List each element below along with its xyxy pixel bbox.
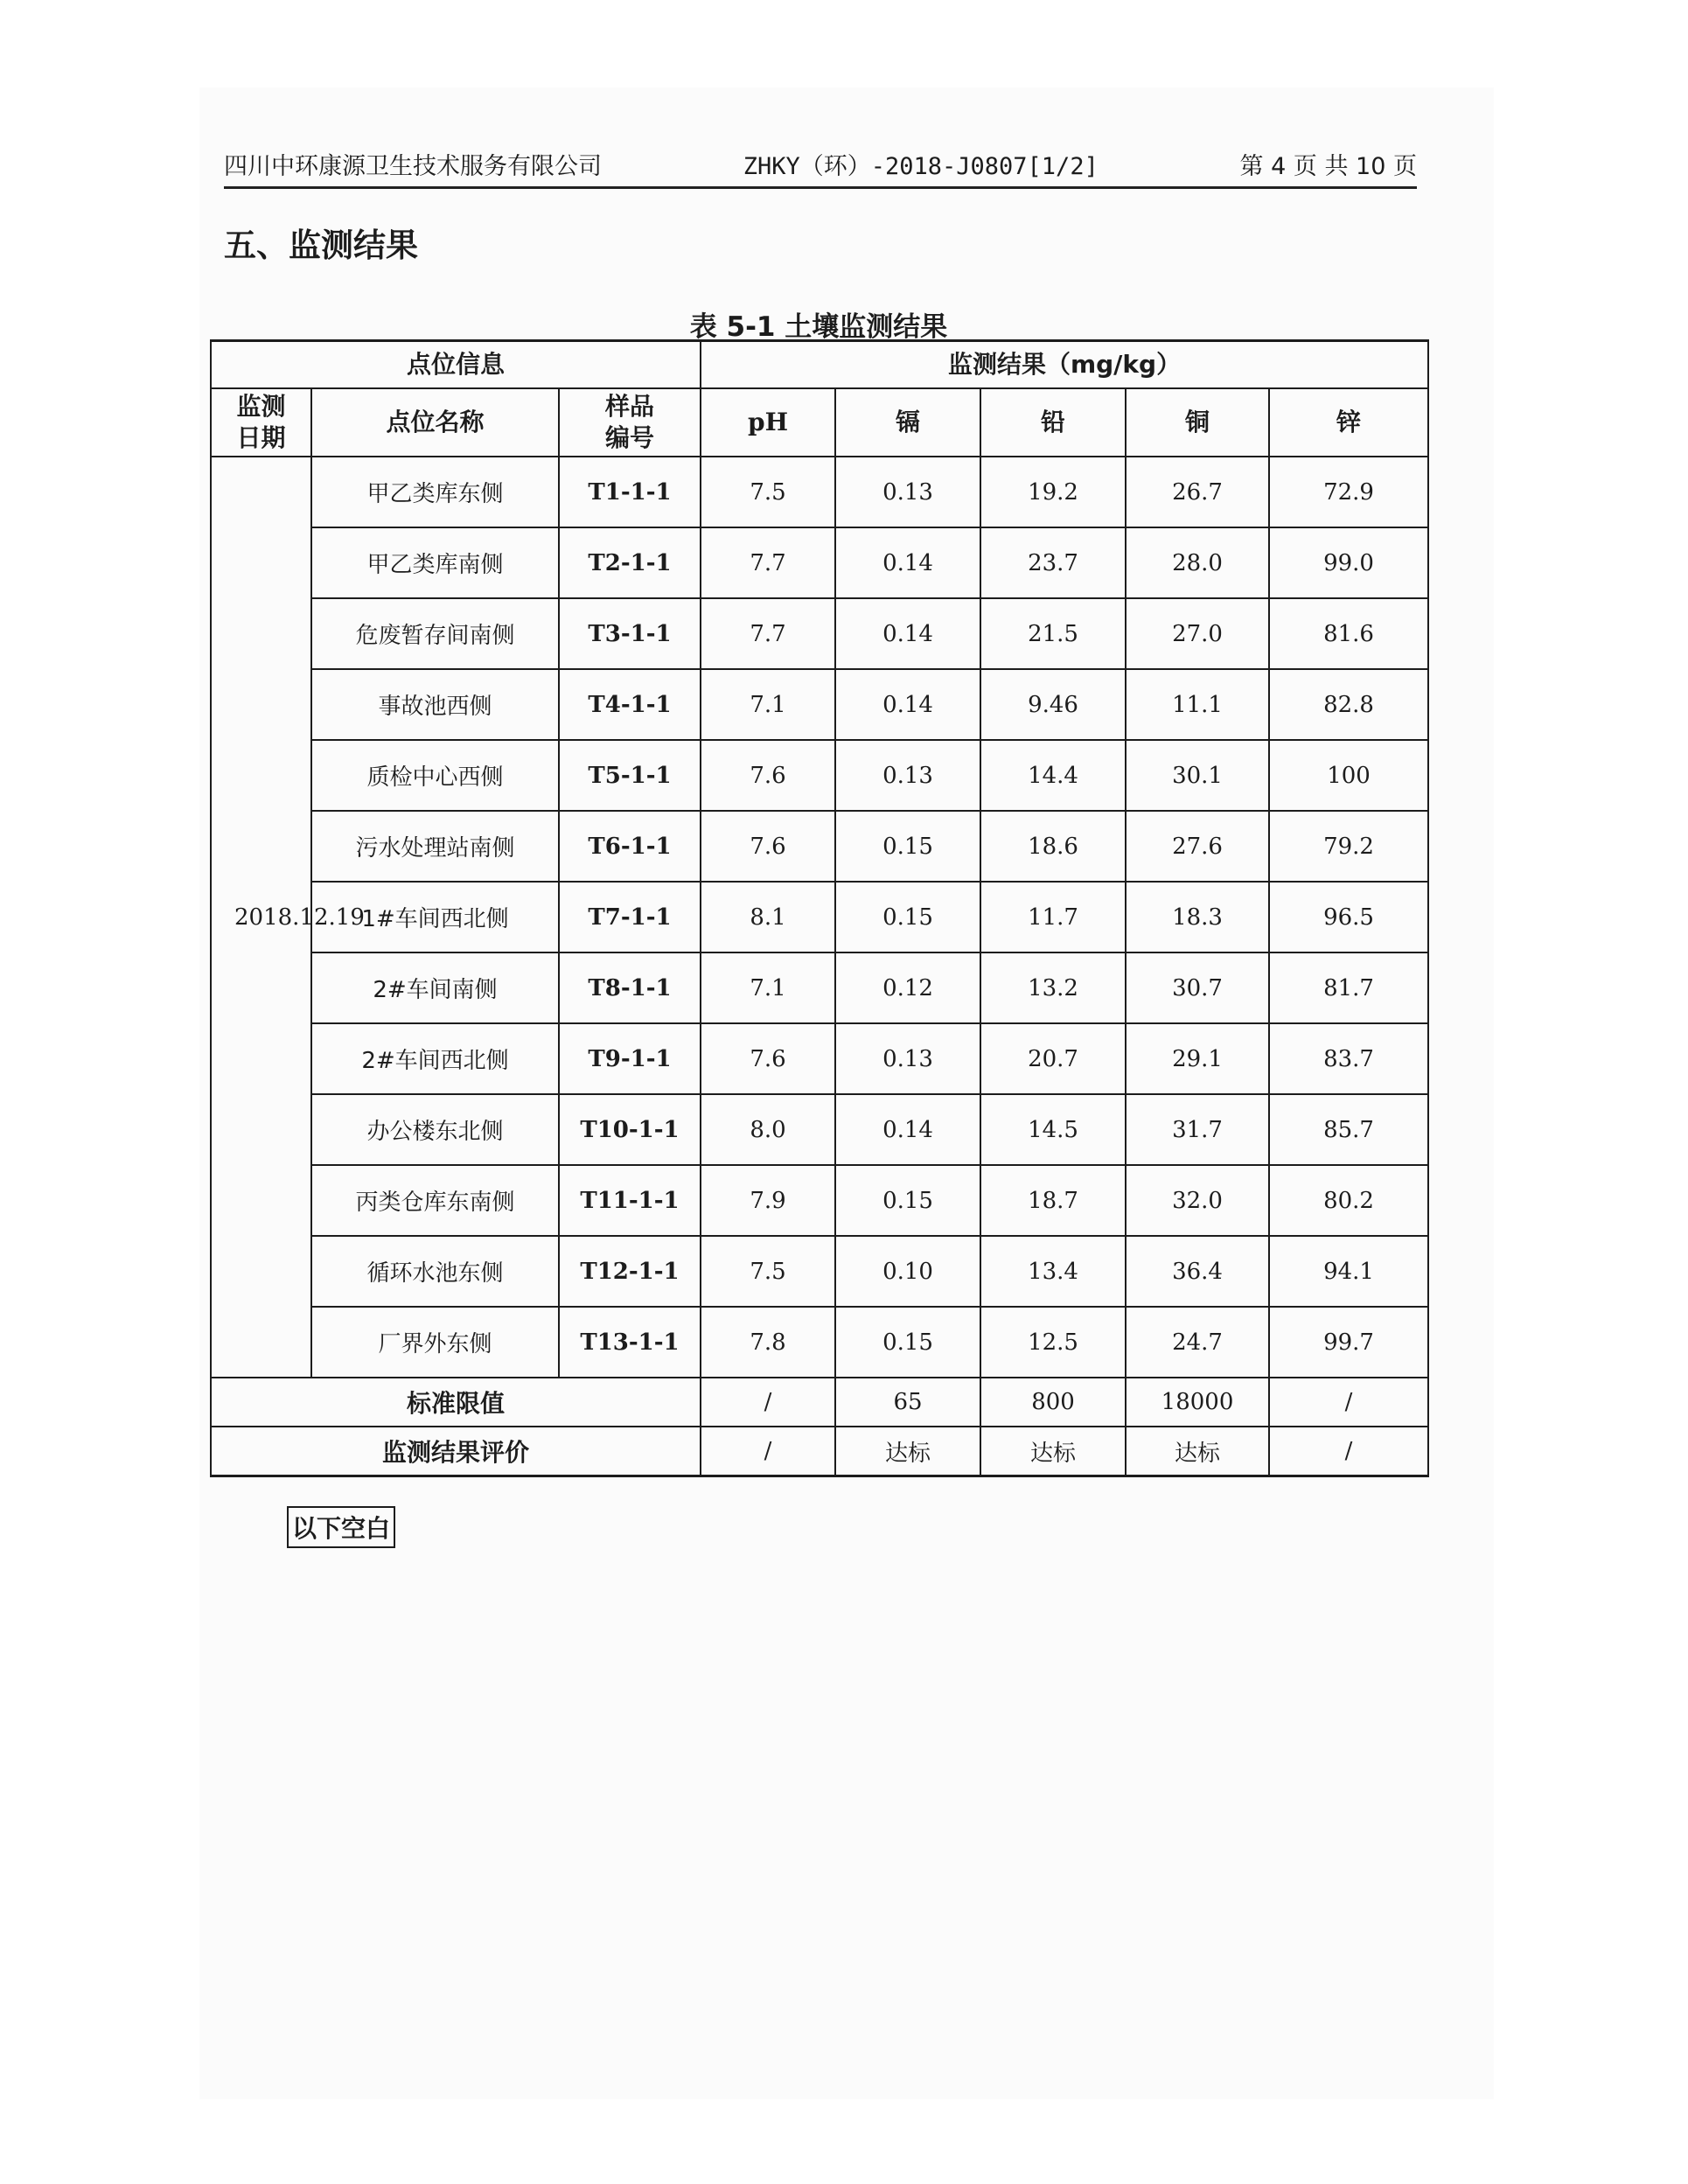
site-name: 甲乙类库东侧 [311, 457, 559, 527]
report-code: ZHKY（环）-2018-J0807[1/2] [743, 153, 1099, 180]
cadmium-value: 0.15 [835, 811, 980, 882]
zinc-value: 80.2 [1269, 1165, 1428, 1236]
copper-value: 28.0 [1126, 527, 1269, 598]
zinc-value: 85.7 [1269, 1094, 1428, 1165]
table-row [211, 882, 1428, 952]
sample-id: T13-1-1 [559, 1307, 701, 1378]
ph-value: 7.5 [701, 1236, 835, 1307]
sampling-date: 2018.12.19 [211, 457, 311, 1378]
cadmium-column-header: 镉 [835, 388, 980, 457]
sample-id: T3-1-1 [559, 598, 701, 669]
results-header: 监测结果（mg/kg） [701, 341, 1428, 389]
lead-value: 21.5 [980, 598, 1126, 669]
company-name: 四川中环康源卫生技术服务有限公司 [224, 153, 602, 180]
lead-value: 18.6 [980, 811, 1126, 882]
section-title: 五、监测结果 [224, 227, 418, 264]
copper-evaluation: 达标 [1126, 1427, 1269, 1476]
sample-id: T10-1-1 [559, 1094, 701, 1165]
site-name: 危废暂存间南侧 [311, 598, 559, 669]
copper-value: 26.7 [1126, 457, 1269, 527]
table-row [211, 1023, 1428, 1094]
cadmium-value: 0.13 [835, 1023, 980, 1094]
site-name: 丙类仓库东南侧 [311, 1165, 559, 1236]
lead-value: 13.2 [980, 952, 1126, 1023]
site-name: 甲乙类库南侧 [311, 527, 559, 598]
table-row [211, 1307, 1428, 1378]
cadmium-value: 0.15 [835, 1307, 980, 1378]
cadmium-value: 0.15 [835, 1165, 980, 1236]
ph-evaluation: / [701, 1427, 835, 1476]
table-caption: 表 5-1 土壤监测结果 [689, 311, 948, 343]
cadmium-value: 0.10 [835, 1236, 980, 1307]
cadmium-value: 0.14 [835, 1094, 980, 1165]
evaluation-row [211, 1427, 1428, 1476]
site-name-column-header: 点位名称 [311, 388, 559, 457]
ph-value: 7.1 [701, 952, 835, 1023]
zinc-limit: / [1269, 1378, 1428, 1427]
cadmium-value: 0.14 [835, 598, 980, 669]
cadmium-value: 0.15 [835, 882, 980, 952]
ph-value: 7.8 [701, 1307, 835, 1378]
table-row [211, 1094, 1428, 1165]
sample-id: T7-1-1 [559, 882, 701, 952]
copper-value: 31.7 [1126, 1094, 1269, 1165]
zinc-value: 96.5 [1269, 882, 1428, 952]
table-row [211, 1236, 1428, 1307]
zinc-value: 72.9 [1269, 457, 1428, 527]
zinc-value: 82.8 [1269, 669, 1428, 740]
table-row [211, 669, 1428, 740]
lead-value: 11.7 [980, 882, 1126, 952]
sample-id: T5-1-1 [559, 740, 701, 811]
lead-evaluation: 达标 [980, 1427, 1126, 1476]
ph-value: 8.1 [701, 882, 835, 952]
zinc-value: 99.0 [1269, 527, 1428, 598]
sample-id: T4-1-1 [559, 669, 701, 740]
ph-value: 7.6 [701, 811, 835, 882]
sample-id: T2-1-1 [559, 527, 701, 598]
zinc-value: 99.7 [1269, 1307, 1428, 1378]
page-header [224, 147, 1417, 189]
sample-id: T12-1-1 [559, 1236, 701, 1307]
ph-value: 7.6 [701, 1023, 835, 1094]
sample-id: T1-1-1 [559, 457, 701, 527]
cadmium-value: 0.14 [835, 669, 980, 740]
lead-value: 19.2 [980, 457, 1126, 527]
sample-id: T8-1-1 [559, 952, 701, 1023]
site-name: 质检中心西侧 [311, 740, 559, 811]
lead-value: 9.46 [980, 669, 1126, 740]
ph-value: 7.1 [701, 669, 835, 740]
table-row [211, 598, 1428, 669]
copper-column-header: 铜 [1126, 388, 1269, 457]
cadmium-limit: 65 [835, 1378, 980, 1427]
zinc-value: 81.6 [1269, 598, 1428, 669]
zinc-value: 94.1 [1269, 1236, 1428, 1307]
standard-limit-row [211, 1378, 1428, 1427]
evaluation-label: 监测结果评价 [211, 1427, 701, 1476]
cadmium-value: 0.13 [835, 740, 980, 811]
cadmium-value: 0.12 [835, 952, 980, 1023]
ph-value: 7.7 [701, 598, 835, 669]
ph-value: 8.0 [701, 1094, 835, 1165]
ph-value: 7.7 [701, 527, 835, 598]
sample-id-column-header: 样品编号 [559, 388, 701, 457]
site-name: 循环水池东侧 [311, 1236, 559, 1307]
site-info-header: 点位信息 [211, 341, 701, 389]
table-row [211, 527, 1428, 598]
ph-value: 7.5 [701, 457, 835, 527]
lead-value: 14.5 [980, 1094, 1126, 1165]
sample-id: T6-1-1 [559, 811, 701, 882]
ph-column-header: pH [701, 388, 835, 457]
table-row [211, 952, 1428, 1023]
copper-value: 36.4 [1126, 1236, 1269, 1307]
lead-value: 12.5 [980, 1307, 1126, 1378]
copper-value: 11.1 [1126, 669, 1269, 740]
zinc-value: 81.7 [1269, 952, 1428, 1023]
ph-limit: / [701, 1378, 835, 1427]
cadmium-value: 0.13 [835, 457, 980, 527]
sample-id: T9-1-1 [559, 1023, 701, 1094]
copper-value: 32.0 [1126, 1165, 1269, 1236]
site-name: 办公楼东北侧 [311, 1094, 559, 1165]
cadmium-value: 0.14 [835, 527, 980, 598]
blank-below-stamp: 以下空白 [287, 1506, 395, 1548]
table-row [211, 1165, 1428, 1236]
copper-value: 24.7 [1126, 1307, 1269, 1378]
copper-limit: 18000 [1126, 1378, 1269, 1427]
copper-value: 18.3 [1126, 882, 1269, 952]
table-row [211, 811, 1428, 882]
copper-value: 30.7 [1126, 952, 1269, 1023]
zinc-evaluation: / [1269, 1427, 1428, 1476]
ph-value: 7.9 [701, 1165, 835, 1236]
table-row [211, 740, 1428, 811]
copper-value: 29.1 [1126, 1023, 1269, 1094]
lead-value: 14.4 [980, 740, 1126, 811]
site-name: 厂界外东侧 [311, 1307, 559, 1378]
soil-results-table [210, 339, 1429, 1477]
ph-value: 7.6 [701, 740, 835, 811]
lead-column-header: 铅 [980, 388, 1126, 457]
site-name: 2#车间南侧 [311, 952, 559, 1023]
sample-id: T11-1-1 [559, 1165, 701, 1236]
date-column-header: 监测日期 [211, 388, 311, 457]
zinc-value: 79.2 [1269, 811, 1428, 882]
site-name: 污水处理站南侧 [311, 811, 559, 882]
cadmium-evaluation: 达标 [835, 1427, 980, 1476]
copper-value: 30.1 [1126, 740, 1269, 811]
site-name: 事故池西侧 [311, 669, 559, 740]
lead-value: 18.7 [980, 1165, 1126, 1236]
lead-value: 13.4 [980, 1236, 1126, 1307]
lead-limit: 800 [980, 1378, 1126, 1427]
standard-limit-label: 标准限值 [211, 1378, 701, 1427]
page-number: 第 4 页 共 10 页 [1239, 153, 1417, 180]
site-name: 1#车间西北侧 [311, 882, 559, 952]
lead-value: 23.7 [980, 527, 1126, 598]
zinc-value: 83.7 [1269, 1023, 1428, 1094]
copper-value: 27.6 [1126, 811, 1269, 882]
table-row [211, 457, 1428, 527]
zinc-column-header: 锌 [1269, 388, 1428, 457]
copper-value: 27.0 [1126, 598, 1269, 669]
zinc-value: 100 [1269, 740, 1428, 811]
site-name: 2#车间西北侧 [311, 1023, 559, 1094]
lead-value: 20.7 [980, 1023, 1126, 1094]
